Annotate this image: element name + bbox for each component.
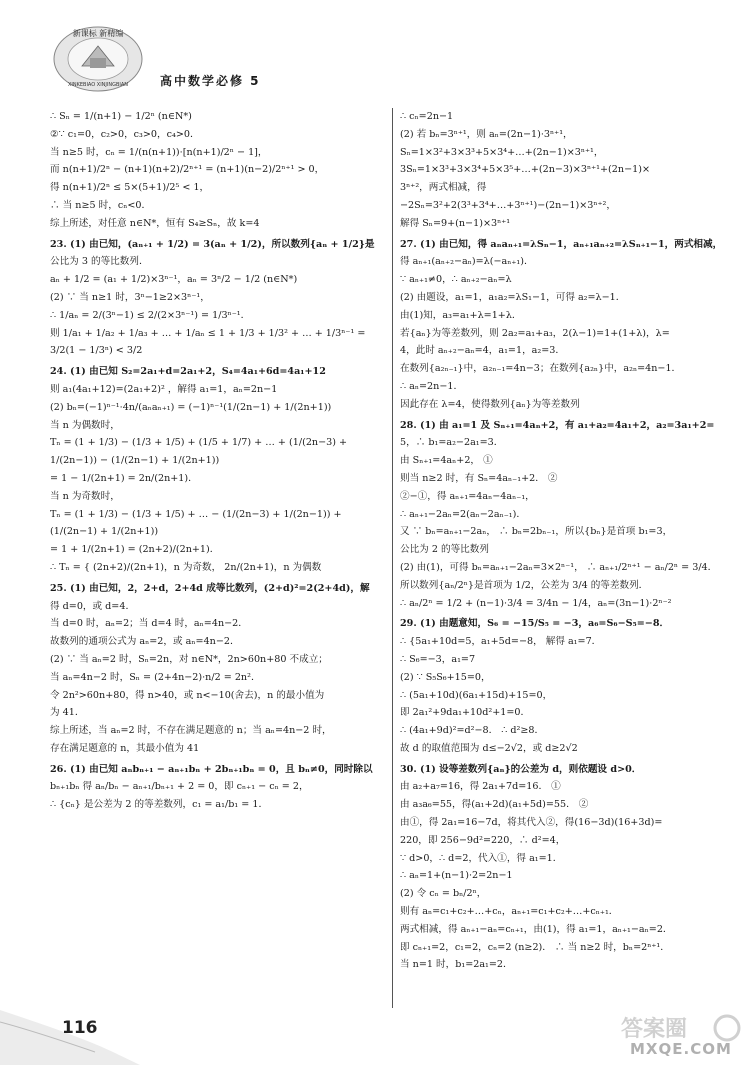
right-line: 29. (1) 由题意知，S₆ = −15/S₅ = −3，a₆=S₆−S₅=−8．	[400, 618, 670, 630]
right-line: 当 n=1 时，b₁=2a₁=2．	[400, 959, 513, 971]
left-line: 而 n(n+1)/2ⁿ − (n+1)(n+2)/2ⁿ⁺¹ = (n+1)(n−2)/2ⁿ⁺¹ > 0，	[50, 164, 325, 176]
left-line: 当 n 为奇数时，	[50, 490, 120, 502]
right-line: ②−①，得 aₙ₊₁=4aₙ−4aₙ₋₁，	[400, 490, 535, 502]
left-line: 则 a₁(4a₁+12)=(2a₁+2)² ，解得 a₁=1，aₙ=2n−1	[50, 383, 278, 395]
right-line: 由(1)知，a₃=a₁+λ=1+λ．	[400, 309, 522, 321]
left-line: (2) ∵ 当 n≥1 时，3ⁿ−1≥2×3ⁿ⁻¹，	[50, 291, 210, 303]
right-line: ∴ (4a₁+9d)²=d²−8． ∴ d²≥8．	[400, 725, 545, 737]
left-line: 令 2n²>60n+80，得 n>40，或 n<−10(舍去)，n 的最小值为	[50, 689, 325, 701]
left-line: 综上所述，对任意 n∈N*，恒有 S₄≥Sₙ，故 k=4	[50, 217, 260, 229]
left-line: 公比为 3 的等比数列．	[50, 256, 149, 268]
left-line: ∴ {cₙ} 是公差为 2 的等差数列，c₁ = a₁/b₁ = 1．	[50, 799, 269, 811]
left-line: 24. (1) 由已知 S₂=2a₁+d=2a₁+2，S₄=4a₁+6d=4a₁+12	[50, 366, 326, 378]
right-line: (2) 若 bₙ=3ⁿ⁺¹，则 aₙ=(2n−1)·3ⁿ⁺¹，	[400, 128, 573, 140]
page-title: 高中数学必修 5	[160, 74, 261, 88]
left-line: (2) bₙ=(−1)ⁿ⁻¹·4n/(aₙaₙ₊₁) = (−1)ⁿ⁻¹(1/(2n−1) + 1/(2n+1))	[50, 401, 332, 413]
left-line: 25. (1) 由已知，2，2+d，2+4d 成等比数列，(2+d)²=2(2+4d)，解	[50, 582, 370, 594]
left-line: 当 aₙ=4n−2 时，Sₙ = (2+4n−2)·n/2 = 2n²．	[50, 671, 261, 683]
right-line: 30. (1) 设等差数列{aₙ}的公差为 d，则依题设 d>0．	[400, 763, 642, 775]
column-divider	[392, 108, 393, 1008]
left-line: = 1 + 1/(2n+1) = (2n+2)/(2n+1)．	[50, 544, 220, 556]
right-line: 即 cₙ₊₁=2，c₁=2，cₙ=2 (n≥2)． ∴ 当 n≥2 时，bₙ=2ⁿ⁺¹．	[400, 941, 670, 953]
left-line: 当 d=0 时，aₙ=2；当 d=4 时，aₙ=4n−2．	[50, 618, 248, 630]
logo-subtext: XINKEBIAO XINJINGBIAN	[67, 82, 129, 88]
right-line: 28. (1) 由 a₁=1 及 Sₙ₊₁=4aₙ+2，有 a₁+a₂=4a₁+2，a₂=3a₁+2=	[400, 419, 715, 431]
left-line: 则 1/a₁ + 1/a₂ + 1/a₃ + … + 1/aₙ ≤ 1 + 1/3 + 1/3² + … + 1/3ⁿ⁻¹ =	[50, 327, 366, 339]
left-line: ∴ 当 n≥5 时，cₙ<0．	[50, 199, 152, 211]
left-line: 1/(2n−1)) − (1/(2n−1) + 1/(2n+1))	[50, 455, 220, 467]
publisher-logo	[52, 22, 144, 96]
left-line: 存在满足题意的 n，其最小值为 41	[50, 742, 200, 754]
left-column	[50, 108, 384, 814]
right-line: 4，此时 aₙ₊₂−aₙ=4，a₁=1，a₂=3．	[400, 345, 565, 357]
right-line: 27. (1) 由已知，得 aₙaₙ₊₁=λSₙ−1，aₙ₊₁aₙ₊₂=λSₙ₊₁−1，两式相减，	[400, 238, 723, 250]
watermark-text: MXQE.COM	[630, 1040, 732, 1058]
right-line: 所以数列{aₙ/2ⁿ}是首项为 1/2，公差为 3/4 的等差数列．	[400, 579, 649, 591]
logo-text: 新课标 新精编	[72, 29, 124, 38]
right-line: 3Sₙ=1×3³+3×3⁴+5×3⁵+…+(2n−3)×3ⁿ⁺¹+(2n−1)×	[400, 164, 650, 176]
right-line: 又 ∵ bₙ=aₙ₊₁−2aₙ， ∴ bₙ=2bₙ₋₁，所以{bₙ}是首项 b₁=3，	[400, 526, 673, 538]
right-line: (2) ∵ S₅S₆+15=0，	[400, 671, 491, 683]
right-line: ∴ {5a₁+10d=5，a₁+5d=−8， 解得 a₁=7．	[400, 636, 602, 648]
left-line: 23. (1) 由已知，(aₙ₊₁ + 1/2) = 3(aₙ + 1/2)，所以数列{aₙ + 1/2}是	[50, 238, 375, 250]
right-column	[400, 108, 735, 974]
right-line: 则有 aₙ=c₁+c₂+…+cₙ，aₙ₊₁=c₁+c₂+…+cₙ₊₁．	[400, 906, 619, 918]
right-line: 则当 n≥2 时，有 Sₙ=4aₙ₋₁+2． ②	[400, 472, 558, 484]
left-line: 3/2(1 − 1/3ⁿ) < 3/2	[50, 345, 143, 357]
left-line: aₙ + 1/2 = (a₁ + 1/2)×3ⁿ⁻¹，aₙ = 3ⁿ/2 − 1/2 (n∈N*)	[50, 274, 298, 286]
right-line: 两式相减，得 aₙ₊₁−aₙ=cₙ₊₁，由(1)，得 a₁=1，aₙ₊₁−aₙ=2．	[400, 923, 673, 935]
left-line: 当 n≥5 时，cₙ = 1/(n(n+1))·[n(n+1)/2ⁿ − 1]，	[50, 146, 268, 158]
right-line: (2) 由题设，a₁=1，a₁a₂=λS₁−1，可得 a₂=λ−1．	[400, 291, 626, 303]
left-line: ∴ Tₙ = { (2n+2)/(2n+1)，n 为奇数， 2n/(2n+1)，n 为偶数	[50, 561, 322, 573]
left-line: bₙ₊₁bₙ 得 aₙ/bₙ − aₙ₊₁/bₙ₊₁ + 2 = 0，即 cₙ₊₁ − cₙ = 2，	[50, 781, 309, 793]
right-line: 由 a₂+a₇=16，得 2a₁+7d=16． ①	[400, 781, 561, 793]
right-line: 由 Sₙ₊₁=4aₙ+2， ①	[400, 455, 493, 467]
right-line: Sₙ=1×3²+3×3³+5×3⁴+…+(2n−1)×3ⁿ⁺¹，	[400, 146, 604, 158]
watermark-brand: 答案圈	[621, 1017, 688, 1042]
right-line: 5，∴ b₁=a₂−2a₁=3．	[400, 437, 504, 449]
left-line: (2) ∵ 当 aₙ=2 时，Sₙ=2n，对 n∈N*，2n>60n+80 不成立；	[50, 653, 328, 665]
right-line: 由 a₃a₆=55，得(a₁+2d)(a₁+5d)=55． ②	[400, 799, 589, 811]
right-line: 在数列{a₂ₙ₋₁}中，a₂ₙ₋₁=4n−3；在数列{a₂ₙ}中，a₂ₙ=4n−1．	[400, 363, 682, 375]
right-line: ∴ S₆=−3，a₁=7	[400, 653, 476, 665]
right-line: 因此存在 λ=4，使得数列{aₙ}为等差数列	[400, 398, 580, 410]
left-line: 26. (1) 由已知 aₙbₙ₊₁ − aₙ₊₁bₙ + 2bₙ₊₁bₙ = 0，且 bₙ≠0，同时除以	[50, 763, 373, 775]
left-line: = 1 − 1/(2n+1) = 2n/(2n+1)．	[50, 472, 198, 484]
right-line: 220，即 256−9d²=220，∴ d²=4，	[400, 834, 566, 846]
left-line: 故数列的通项公式为 aₙ=2，或 aₙ=4n−2．	[50, 636, 240, 648]
left-line: 得 d=0，或 d=4．	[50, 600, 136, 612]
left-line: ∴ Sₙ = 1/(n+1) − 1/2ⁿ (n∈N*)	[50, 111, 192, 122]
right-line: ∵ aₙ₊₁≠0，∴ aₙ₊₂−aₙ=λ	[400, 274, 512, 286]
right-line: ∴ cₙ=2n−1	[400, 111, 454, 122]
right-line: (2) 令 cₙ = bₙ/2ⁿ，	[400, 888, 487, 900]
right-line: ∴ aₙ₊₁−2aₙ=2(aₙ−2aₙ₋₁)．	[400, 508, 526, 520]
right-line: 公比为 2 的等比数列	[400, 544, 489, 556]
left-line: ②∵ c₁=0，c₂>0，c₃>0，c₄>0．	[50, 128, 200, 140]
left-line: (1/(2n−1) + 1/(2n+1))	[50, 526, 159, 538]
left-line: ∴ 1/aₙ = 2/(3ⁿ−1) ≤ 2/(2×3ⁿ⁻¹) = 1/3ⁿ⁻¹．	[50, 309, 251, 321]
right-line: ∴ (5a₁+10d)(6a₁+15d)+15=0，	[400, 689, 553, 701]
right-line: ∵ d>0，∴ d=2，代入①，得 a₁=1．	[400, 852, 563, 864]
left-line: 综上所述，当 aₙ=2 时，不存在满足题意的 n；当 aₙ=4n−2 时，	[50, 725, 332, 737]
left-line: 当 n 为偶数时，	[50, 419, 120, 431]
right-line: 即 2a₁²+9da₁+10d²+1=0．	[400, 707, 531, 719]
right-line: 得 aₙ₊₁(aₙ₊₂−aₙ)=λ(−aₙ₊₁)．	[400, 256, 534, 268]
page-number: 116	[62, 1018, 98, 1038]
left-line: Tₙ = (1 + 1/3) − (1/3 + 1/5) + … − (1/(2n−3) + 1/(2n−1)) +	[50, 508, 342, 520]
right-line: ∴ aₙ=1+(n−1)·2=2n−1	[400, 870, 513, 882]
right-line: (2) 由(1)，可得 bₙ=aₙ₊₁−2aₙ=3×2ⁿ⁻¹， ∴ aₙ₊₁/2ⁿ⁺¹ − aₙ/2ⁿ = 3/4．	[400, 561, 718, 573]
right-line: 故 d 的取值范围为 d≤−2√2，或 d≥2√2	[400, 742, 578, 754]
left-line: 得 n(n+1)/2ⁿ ≤ 5×(5+1)/2⁵ < 1，	[50, 182, 210, 194]
right-line: 解得 Sₙ=9+(n−1)×3ⁿ⁺¹	[400, 217, 511, 229]
right-line: 由①，得 2a₁=16−7d，将其代入②，得(16−3d)(16+3d)=	[400, 817, 663, 829]
right-line: 3ⁿ⁺²，两式相减，得	[400, 182, 487, 194]
right-line: −2Sₙ=3²+2(3³+3⁴+…+3ⁿ⁺¹)−(2n−1)×3ⁿ⁺²，	[400, 199, 616, 211]
right-line: 若{aₙ}为等差数列，则 2a₂=a₁+a₃，2(λ−1)=1+(1+λ)，λ=	[400, 327, 670, 339]
right-line: ∴ aₙ=2n−1．	[400, 380, 464, 392]
right-line: ∴ aₙ/2ⁿ = 1/2 + (n−1)·3/4 = 3/4n − 1/4，aₙ=(3n−1)·2ⁿ⁻²	[400, 597, 672, 609]
left-line: 为 41．	[50, 707, 85, 719]
left-line: Tₙ = (1 + 1/3) − (1/3 + 1/5) + (1/5 + 1/7) + … + (1/(2n−3) +	[50, 437, 348, 449]
